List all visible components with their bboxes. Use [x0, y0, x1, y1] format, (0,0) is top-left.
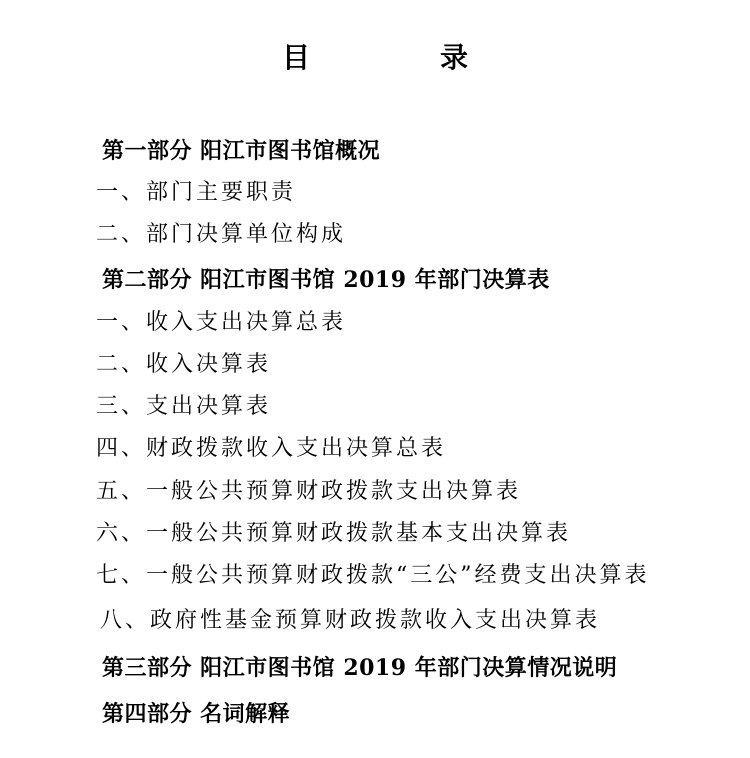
toc-part-2: 第二部分 阳江市图书馆 2019 年部门决算表 — [102, 267, 550, 293]
toc-item: 四、财政拨款收入支出决算总表 — [96, 436, 447, 461]
toc-item: 一、部门主要职责 — [96, 180, 297, 205]
title-char-2: 录 — [440, 41, 469, 74]
toc-item: 二、部门决算单位构成 — [96, 222, 347, 247]
toc-part-3: 第三部分 阳江市图书馆 2019 年部门决算情况说明 — [102, 655, 618, 681]
toc-part-1: 第一部分 阳江市图书馆概况 — [102, 138, 381, 164]
toc-item: 六、一般公共预算财政拨款基本支出决算表 — [96, 521, 572, 546]
toc-item: 八、政府性基金预算财政拨款收入支出决算表 — [100, 608, 601, 633]
title-char-1: 目 — [281, 41, 310, 74]
toc-item: 三、支出决算表 — [96, 394, 272, 419]
toc-item: 二、收入决算表 — [96, 352, 272, 377]
toc-part-4: 第四部分 名词解释 — [102, 701, 291, 727]
toc-item: 七、一般公共预算财政拨款“三公”经费支出决算表 — [96, 563, 650, 588]
toc-item: 一、收入支出决算总表 — [96, 310, 347, 335]
toc-item: 五、一般公共预算财政拨款支出决算表 — [96, 479, 522, 504]
